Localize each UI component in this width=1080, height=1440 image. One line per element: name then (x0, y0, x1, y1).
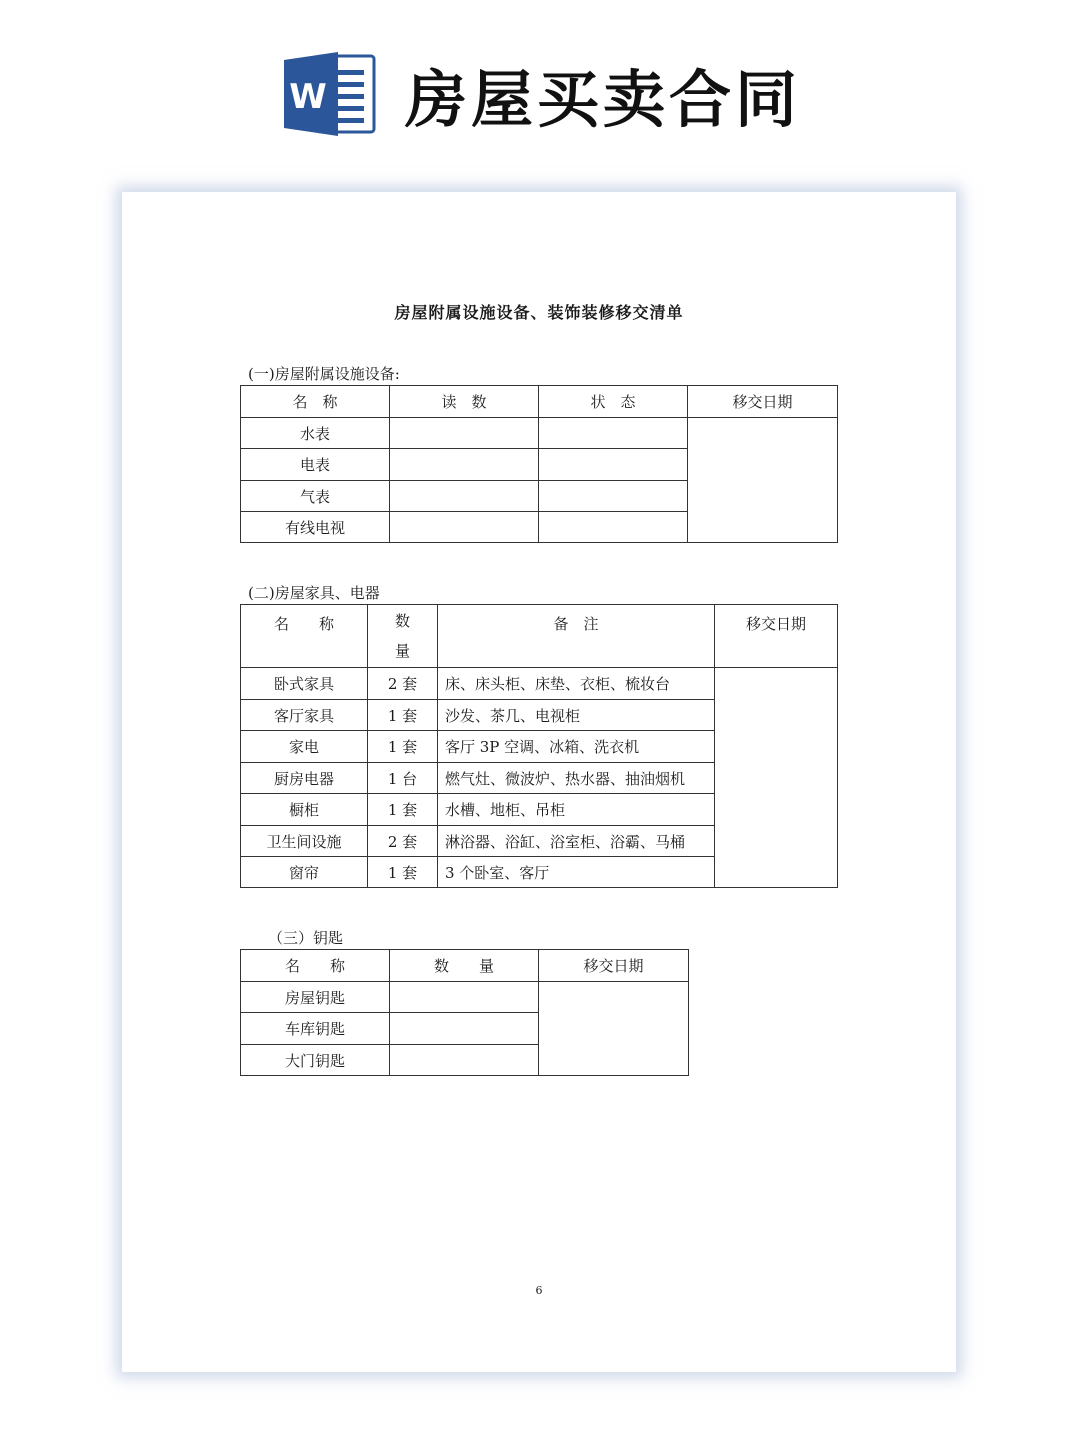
page-number: 6 (535, 1284, 543, 1297)
key-qty-cell (390, 1045, 539, 1076)
keys-table (240, 949, 689, 1076)
facility-name: 电表 (241, 449, 390, 481)
table-header-row (241, 386, 838, 418)
section3-label: （三）钥匙 (268, 929, 344, 947)
status-cell (539, 512, 688, 543)
reading-cell (390, 512, 539, 543)
section1-label: (一)房屋附属设施设备: (248, 365, 400, 383)
header-cell: 名 称 (241, 950, 390, 982)
table-row (241, 418, 838, 449)
qty-header-top: 数 (394, 612, 410, 630)
status-cell (539, 481, 688, 512)
item-name: 橱柜 (241, 794, 368, 826)
word-icon (284, 50, 376, 138)
document-title: 房屋附属设施设备、装饰装修移交清单 (394, 303, 684, 322)
item-qty: 1 套 (368, 731, 438, 763)
key-qty-cell (390, 982, 539, 1013)
handover-date-cell (715, 668, 838, 888)
reading-cell (390, 418, 539, 449)
word-logo-letter: W (289, 77, 327, 117)
header-cell: 状 态 (539, 386, 688, 418)
item-note: 淋浴器、浴缸、浴室柜、浴霸、马桶 (438, 826, 715, 857)
item-qty: 1 套 (368, 857, 438, 888)
table-header-row (241, 605, 838, 668)
header-cell: 移交日期 (715, 605, 838, 668)
key-name: 车库钥匙 (241, 1013, 390, 1045)
header-cell: 备 注 (438, 605, 715, 668)
handover-date-cell (539, 982, 689, 1076)
reading-cell (390, 449, 539, 481)
qty-header-bottom: 量 (394, 642, 410, 660)
key-name: 大门钥匙 (241, 1045, 390, 1076)
header-cell-qty (368, 605, 438, 668)
item-note: 3 个卧室、客厅 (438, 857, 715, 888)
reading-cell (390, 481, 539, 512)
table-header-row (241, 950, 689, 982)
item-note: 客厅 3P 空调、冰箱、洗衣机 (438, 731, 715, 763)
item-note: 沙发、茶几、电视柜 (438, 700, 715, 731)
facilities-table (240, 385, 838, 543)
item-name: 厨房电器 (241, 763, 368, 794)
facility-name: 水表 (241, 418, 390, 449)
furniture-table (240, 604, 838, 888)
document-page (122, 192, 956, 1372)
item-note: 床、床头柜、床垫、衣柜、梳妆台 (438, 668, 715, 700)
item-name: 窗帘 (241, 857, 368, 888)
table-row (241, 982, 689, 1013)
header (0, 0, 1080, 180)
item-qty: 1 套 (368, 700, 438, 731)
header-cell: 移交日期 (539, 950, 689, 982)
status-cell (539, 449, 688, 481)
facility-name: 有线电视 (241, 512, 390, 543)
key-name: 房屋钥匙 (241, 982, 390, 1013)
header-cell: 名 称 (241, 605, 368, 668)
item-name: 客厅家具 (241, 700, 368, 731)
facility-name: 气表 (241, 481, 390, 512)
handover-date-cell (688, 418, 838, 543)
item-qty: 2 套 (368, 826, 438, 857)
section2-label: (二)房屋家具、电器 (248, 584, 380, 602)
status-cell (539, 418, 688, 449)
header-cell: 移交日期 (688, 386, 838, 418)
item-name: 卧式家具 (241, 668, 368, 700)
key-qty-cell (390, 1013, 539, 1045)
header-cell: 数 量 (390, 950, 539, 982)
item-qty: 1 套 (368, 794, 438, 826)
item-qty: 1 台 (368, 763, 438, 794)
header-cell: 读 数 (390, 386, 539, 418)
item-note: 水槽、地柜、吊柜 (438, 794, 715, 826)
item-note: 燃气灶、微波炉、热水器、抽油烟机 (438, 763, 715, 794)
table-row (241, 668, 838, 700)
item-name: 卫生间设施 (241, 826, 368, 857)
item-name: 家电 (241, 731, 368, 763)
page-title: 房屋买卖合同 (405, 63, 802, 136)
item-qty: 2 套 (368, 668, 438, 700)
header-cell: 名 称 (241, 386, 390, 418)
